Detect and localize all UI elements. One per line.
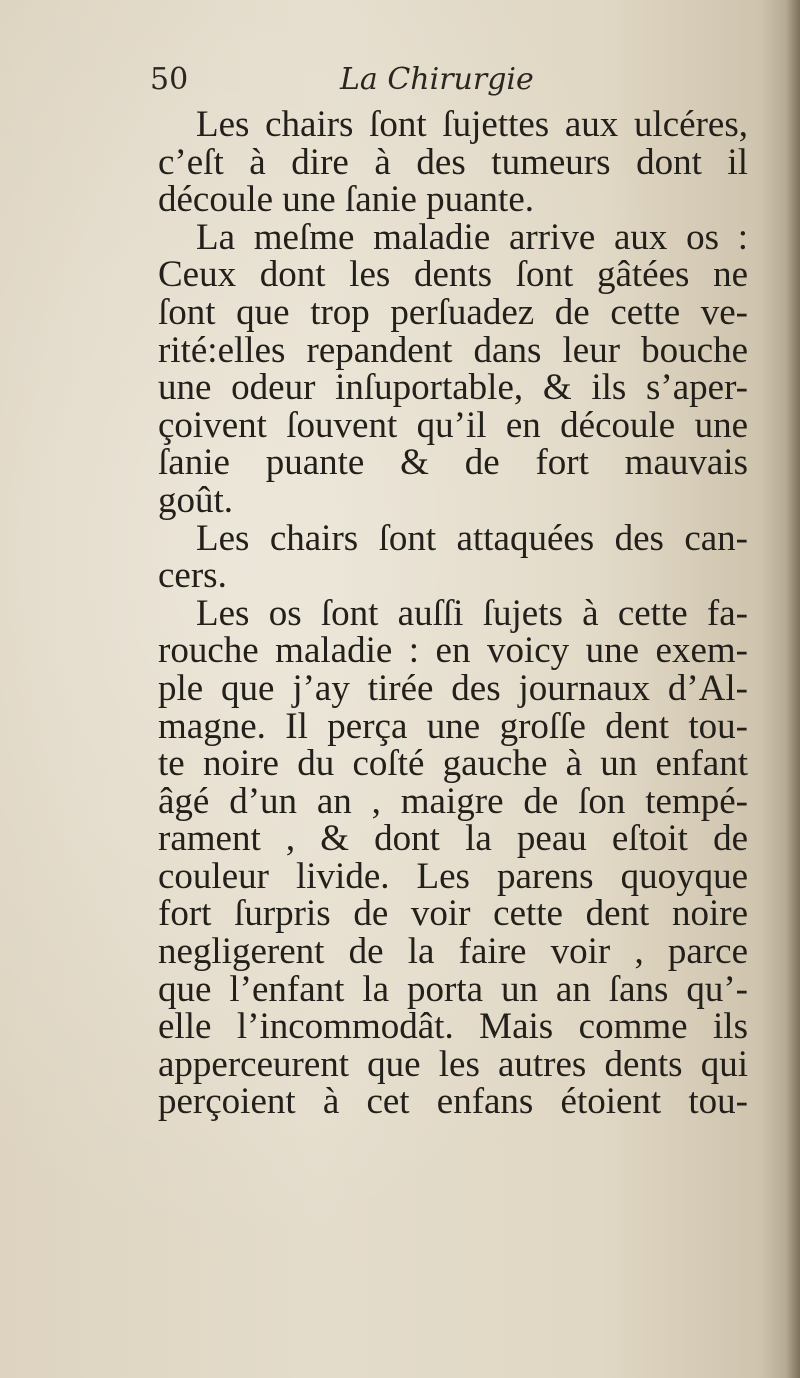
page-number: 50 <box>150 62 189 97</box>
text-line: apperceurent que les autres dents qui <box>158 1043 748 1085</box>
text-line: goût. <box>158 479 234 521</box>
text-line: negligerent de la faire voir , parce <box>158 931 748 973</box>
text-line: magne. Il perça une groſſe dent tou- <box>158 705 748 747</box>
text-line: çoivent ſouvent qu’il en découle une <box>158 404 748 446</box>
text-line: une odeur inſuportable, & ils s’aper- <box>158 367 748 409</box>
text-line: rouche maladie : en voicy une exem- <box>158 630 748 672</box>
text-line: couleur livide. Les parens quoyque <box>158 855 748 897</box>
page-edge-shadow <box>786 0 800 1378</box>
text-line: c’eſt à dire à des tumeurs dont il <box>158 141 748 183</box>
text-line: elle l’incommodât. Mais comme ils <box>158 1006 748 1048</box>
text-line: ſanie puante & de fort mauvais <box>158 442 748 484</box>
body-text <box>158 106 748 1121</box>
text-line: Ceux dont les dents ſont gâtées ne <box>158 254 748 296</box>
text-line: perçoient à cet enfans étoient tou- <box>158 1081 748 1123</box>
page-header <box>150 62 750 106</box>
text-line: Les chairs ſont attaquées des can- <box>196 517 748 559</box>
text-line: ſont que trop perſuadez de cette ve- <box>158 291 748 333</box>
text-line: La meſme maladie arrive aux os : <box>196 216 748 258</box>
text-line: rament , & dont la peau eſtoit de <box>158 818 748 860</box>
text-line: découle une ſanie puante. <box>158 179 534 221</box>
text-line: ple que j’ay tirée des journaux d’Al- <box>158 667 748 709</box>
text-line: rité:elles repandent dans leur bouche <box>158 329 748 371</box>
text-line: te noire du coſté gauche à un enfant <box>158 743 748 785</box>
text-line: cers. <box>158 555 227 597</box>
text-line: âgé d’un an , maigre de ſon tempé- <box>158 780 748 822</box>
text-line: fort ſurpris de voir cette dent noire <box>158 893 748 935</box>
text-line: Les os ſont auſſi ſujets à cette fa- <box>196 592 748 634</box>
text-line: que l’enfant la porta un an ſans qu’- <box>158 968 748 1010</box>
running-title: La Chirurgie <box>340 62 534 97</box>
text-line: Les chairs ſont ſujettes aux ulcéres, <box>196 104 748 145</box>
